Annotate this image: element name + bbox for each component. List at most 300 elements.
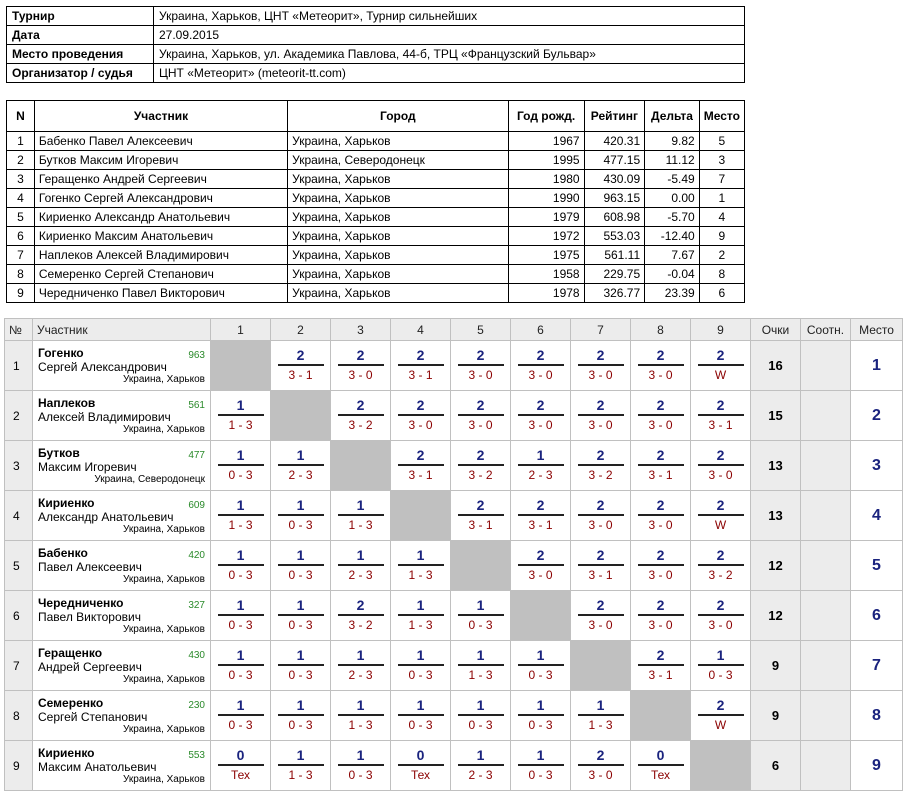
match-points: 1	[218, 448, 264, 466]
match-cell	[571, 741, 631, 791]
match-points: 2	[638, 348, 684, 366]
player-city: Украина, Харьков	[123, 774, 205, 785]
match-score: 1 - 3	[288, 768, 313, 782]
participant-place: 9	[699, 227, 744, 246]
match-score: 0 - 3	[468, 718, 493, 732]
match-cell	[331, 491, 391, 541]
match-score: 3 - 0	[528, 568, 553, 582]
player-surname: Геращенко	[38, 646, 103, 660]
participant-name: Кириенко Александр Анатольевич	[34, 208, 287, 227]
match-score: 3 - 0	[588, 768, 613, 782]
cross-player-cell	[33, 391, 211, 441]
final-place: 7	[851, 641, 903, 691]
diagonal-cell	[511, 591, 571, 641]
match-score: 3 - 0	[528, 418, 553, 432]
match-score: 0 - 3	[228, 568, 253, 582]
participant-city: Украина, Харьков	[288, 284, 508, 303]
diagonal-cell	[451, 541, 511, 591]
match-points: 1	[398, 648, 444, 666]
match-cell	[511, 491, 571, 541]
match-score: 3 - 1	[648, 468, 673, 482]
match-cell	[211, 491, 271, 541]
diagonal-cell	[631, 691, 691, 741]
participant-name: Гогенко Сергей Александрович	[34, 189, 287, 208]
match-score: W	[714, 718, 727, 732]
match-cell	[511, 541, 571, 591]
match-cell	[511, 641, 571, 691]
match-cell	[391, 741, 451, 791]
player-name: Андрей Сергеевич	[38, 660, 142, 674]
final-place: 4	[851, 491, 903, 541]
match-score: 0 - 3	[348, 768, 373, 782]
tournament-info-table	[6, 6, 745, 83]
match-score: 3 - 2	[708, 568, 733, 582]
participant-city: Украина, Северодонецк	[288, 151, 508, 170]
match-points: 2	[458, 498, 504, 516]
match-points: 2	[578, 498, 624, 516]
cross-row-num: 8	[5, 691, 33, 741]
match-score: 0 - 3	[288, 618, 313, 632]
match-points: 2	[278, 348, 324, 366]
match-cell	[631, 741, 691, 791]
participant-city: Украина, Харьков	[288, 246, 508, 265]
match-points: 1	[278, 598, 324, 616]
cross-row-num: 5	[5, 541, 33, 591]
final-place: 6	[851, 591, 903, 641]
player-rating: 477	[188, 450, 205, 461]
match-cell	[331, 741, 391, 791]
cross-player-cell	[33, 541, 211, 591]
match-points: 2	[638, 548, 684, 566]
info-label: Организатор / судья	[7, 64, 154, 83]
cross-header-num: №	[5, 319, 33, 341]
total-points: 12	[751, 541, 801, 591]
info-row	[7, 7, 745, 26]
match-score: W	[714, 518, 727, 532]
player-city: Украина, Харьков	[123, 724, 205, 735]
match-points: 2	[398, 348, 444, 366]
match-points: 1	[218, 698, 264, 716]
match-score: 3 - 2	[348, 418, 373, 432]
info-value: Украина, Харьков, ул. Академика Павлова, 44-б, ТРЦ «Французский Бульвар»	[154, 45, 745, 64]
cross-header-col-4: 4	[391, 319, 451, 341]
cross-row-num: 2	[5, 391, 33, 441]
match-points: 2	[578, 448, 624, 466]
match-cell	[631, 391, 691, 441]
participant-city: Украина, Харьков	[288, 227, 508, 246]
participant-row	[7, 284, 745, 303]
diagonal-cell	[331, 441, 391, 491]
participant-place: 1	[699, 189, 744, 208]
match-score: 1 - 3	[588, 718, 613, 732]
participant-name: Семеренко Сергей Степанович	[34, 265, 287, 284]
cross-row	[5, 441, 903, 491]
match-score: 3 - 0	[648, 618, 673, 632]
match-cell	[271, 691, 331, 741]
info-row	[7, 45, 745, 64]
player-name: Максим Анатольевич	[38, 760, 157, 774]
info-label: Место проведения	[7, 45, 154, 64]
match-points: 2	[338, 398, 384, 416]
participant-row	[7, 189, 745, 208]
match-score: 3 - 0	[528, 368, 553, 382]
match-score: 0 - 3	[528, 718, 553, 732]
participant-year: 1972	[508, 227, 584, 246]
cross-row	[5, 591, 903, 641]
cross-row-num: 7	[5, 641, 33, 691]
match-cell	[331, 591, 391, 641]
participant-name: Бабенко Павел Алексеевич	[34, 132, 287, 151]
match-score: 3 - 1	[468, 518, 493, 532]
match-score: 0 - 3	[708, 668, 733, 682]
match-cell	[571, 691, 631, 741]
match-score: 1 - 3	[468, 668, 493, 682]
diagonal-cell	[391, 491, 451, 541]
player-name: Александр Анатольевич	[38, 510, 174, 524]
player-surname: Кириенко	[38, 746, 95, 760]
player-rating: 609	[188, 500, 205, 511]
player-rating: 420	[188, 550, 205, 561]
ratio-cell	[801, 541, 851, 591]
match-cell	[511, 741, 571, 791]
match-score: 2 - 3	[348, 568, 373, 582]
match-cell	[451, 591, 511, 641]
match-points: 0	[638, 748, 684, 766]
ratio-cell	[801, 441, 851, 491]
match-points: 2	[638, 648, 684, 666]
participant-place: 7	[699, 170, 744, 189]
player-city: Украина, Харьков	[123, 624, 205, 635]
cross-row	[5, 641, 903, 691]
match-cell	[631, 491, 691, 541]
player-rating: 963	[188, 350, 205, 361]
participant-name: Чередниченко Павел Викторович	[34, 284, 287, 303]
participant-rating: 430.09	[584, 170, 645, 189]
cross-header-col-6: 6	[511, 319, 571, 341]
match-points: 2	[698, 448, 744, 466]
match-score: 3 - 0	[588, 418, 613, 432]
cross-header-col-8: 8	[631, 319, 691, 341]
participant-delta: -5.49	[645, 170, 700, 189]
match-score: 3 - 0	[648, 368, 673, 382]
match-cell	[571, 441, 631, 491]
ratio-cell	[801, 691, 851, 741]
final-place: 8	[851, 691, 903, 741]
match-points: 1	[698, 648, 744, 666]
info-label: Дата	[7, 26, 154, 45]
participant-city: Украина, Харьков	[288, 170, 508, 189]
cross-player-cell	[33, 341, 211, 391]
match-points: 1	[278, 448, 324, 466]
match-points: 2	[698, 548, 744, 566]
player-city: Украина, Харьков	[123, 374, 205, 385]
match-cell	[391, 391, 451, 441]
match-points: 1	[458, 648, 504, 666]
match-cell	[331, 691, 391, 741]
participant-place: 4	[699, 208, 744, 227]
match-score: 3 - 1	[648, 668, 673, 682]
match-score: 0 - 3	[408, 718, 433, 732]
match-score: 3 - 0	[408, 418, 433, 432]
match-cell	[691, 341, 751, 391]
cross-row	[5, 691, 903, 741]
participant-name: Наплеков Алексей Владимирович	[34, 246, 287, 265]
match-points: 1	[518, 748, 564, 766]
match-points: 2	[518, 498, 564, 516]
match-points: 1	[338, 548, 384, 566]
match-score: 0 - 3	[288, 568, 313, 582]
match-cell	[451, 741, 511, 791]
match-cell	[391, 341, 451, 391]
player-surname: Чередниченко	[38, 596, 124, 610]
match-points: 1	[338, 648, 384, 666]
cross-header-col-5: 5	[451, 319, 511, 341]
final-place: 2	[851, 391, 903, 441]
participant-year: 1958	[508, 265, 584, 284]
final-place: 1	[851, 341, 903, 391]
match-points: 2	[578, 748, 624, 766]
match-points: 0	[398, 748, 444, 766]
player-rating: 327	[188, 600, 205, 611]
participant-delta: -0.04	[645, 265, 700, 284]
cross-player-cell	[33, 591, 211, 641]
cross-player-cell	[33, 441, 211, 491]
info-label: Турнир	[7, 7, 154, 26]
info-row	[7, 26, 745, 45]
match-cell	[691, 491, 751, 541]
match-score: 2 - 3	[528, 468, 553, 482]
participants-header-row	[7, 101, 745, 132]
participant-city: Украина, Харьков	[288, 132, 508, 151]
match-cell	[331, 341, 391, 391]
info-value: 27.09.2015	[154, 26, 745, 45]
info-value: ЦНТ «Метеорит» (meteorit-tt.com)	[154, 64, 745, 83]
col-header-rating: Рейтинг	[584, 101, 645, 132]
player-city: Украина, Северодонецк	[94, 474, 205, 485]
info-value: Украина, Харьков, ЦНТ «Метеорит», Турнир сильнейших	[154, 7, 745, 26]
match-cell	[571, 341, 631, 391]
match-score: 3 - 0	[468, 368, 493, 382]
match-points: 1	[218, 598, 264, 616]
cross-row	[5, 491, 903, 541]
cross-row-num: 3	[5, 441, 33, 491]
ratio-cell	[801, 641, 851, 691]
match-score: 0 - 3	[288, 518, 313, 532]
match-points: 2	[458, 348, 504, 366]
match-points: 1	[518, 648, 564, 666]
participant-rating: 229.75	[584, 265, 645, 284]
participant-n: 2	[7, 151, 35, 170]
match-score: 2 - 3	[288, 468, 313, 482]
match-score: 0 - 3	[228, 718, 253, 732]
col-header-n: N	[7, 101, 35, 132]
match-points: 2	[338, 348, 384, 366]
match-score: 3 - 1	[588, 568, 613, 582]
match-cell	[451, 691, 511, 741]
match-score: 1 - 3	[348, 518, 373, 532]
participant-rating: 477.15	[584, 151, 645, 170]
match-points: 2	[698, 698, 744, 716]
participant-rating: 420.31	[584, 132, 645, 151]
col-header-year: Год рожд.	[508, 101, 584, 132]
match-cell	[211, 641, 271, 691]
participant-delta: 11.12	[645, 151, 700, 170]
match-score: 2 - 3	[468, 768, 493, 782]
match-cell	[391, 641, 451, 691]
match-points: 2	[518, 548, 564, 566]
match-points: 2	[698, 498, 744, 516]
player-surname: Кириенко	[38, 496, 95, 510]
cross-header-points: Очки	[751, 319, 801, 341]
match-points: 1	[218, 398, 264, 416]
match-points: 2	[578, 348, 624, 366]
participant-place: 3	[699, 151, 744, 170]
match-score: 0 - 3	[468, 618, 493, 632]
cross-header-ratio: Соотн.	[801, 319, 851, 341]
match-points: 1	[398, 548, 444, 566]
match-score: 1 - 3	[228, 518, 253, 532]
participant-n: 5	[7, 208, 35, 227]
match-cell	[271, 741, 331, 791]
match-points: 2	[458, 398, 504, 416]
match-cell	[451, 641, 511, 691]
cross-row	[5, 741, 903, 791]
cross-header-col-2: 2	[271, 319, 331, 341]
match-cell	[451, 491, 511, 541]
player-surname: Гогенко	[38, 346, 84, 360]
participant-n: 8	[7, 265, 35, 284]
match-points: 2	[698, 598, 744, 616]
cross-row-num: 4	[5, 491, 33, 541]
match-score: 0 - 3	[228, 618, 253, 632]
diagonal-cell	[691, 741, 751, 791]
match-cell	[691, 391, 751, 441]
match-points: 2	[638, 598, 684, 616]
match-points: 1	[218, 648, 264, 666]
col-header-participant: Участник	[34, 101, 287, 132]
match-cell	[451, 341, 511, 391]
participant-row	[7, 132, 745, 151]
match-points: 2	[638, 448, 684, 466]
cross-row-num: 9	[5, 741, 33, 791]
player-rating: 561	[188, 400, 205, 411]
match-cell	[631, 541, 691, 591]
player-surname: Семеренко	[38, 696, 104, 710]
match-score: 2 - 3	[348, 668, 373, 682]
match-score: Тех	[650, 768, 671, 782]
col-header-delta: Дельта	[645, 101, 700, 132]
participants-table	[6, 100, 745, 303]
match-cell	[691, 441, 751, 491]
match-score: 3 - 0	[588, 618, 613, 632]
match-cell	[211, 591, 271, 641]
participant-delta: -12.40	[645, 227, 700, 246]
total-points: 9	[751, 641, 801, 691]
match-points: 1	[518, 448, 564, 466]
participant-delta: 7.67	[645, 246, 700, 265]
match-cell	[511, 691, 571, 741]
match-cell	[331, 641, 391, 691]
match-cell	[571, 491, 631, 541]
participant-row	[7, 170, 745, 189]
match-score: 3 - 0	[708, 618, 733, 632]
participant-place: 5	[699, 132, 744, 151]
match-points: 1	[338, 698, 384, 716]
match-score: 1 - 3	[408, 568, 433, 582]
match-cell	[211, 541, 271, 591]
player-city: Украина, Харьков	[123, 574, 205, 585]
cross-row-num: 6	[5, 591, 33, 641]
cross-header-col-3: 3	[331, 319, 391, 341]
participant-rating: 326.77	[584, 284, 645, 303]
player-surname: Бутков	[38, 446, 80, 460]
match-cell	[271, 541, 331, 591]
match-cell	[211, 441, 271, 491]
player-name: Павел Алексеевич	[38, 560, 142, 574]
match-points: 2	[638, 398, 684, 416]
match-score: 0 - 3	[528, 768, 553, 782]
match-score: 3 - 2	[588, 468, 613, 482]
match-score: 0 - 3	[228, 468, 253, 482]
match-score: 3 - 0	[648, 568, 673, 582]
match-cell	[691, 591, 751, 641]
cross-table	[4, 318, 903, 791]
participant-rating: 963.15	[584, 189, 645, 208]
participant-rating: 608.98	[584, 208, 645, 227]
player-name: Павел Викторович	[38, 610, 141, 624]
total-points: 16	[751, 341, 801, 391]
participant-year: 1990	[508, 189, 584, 208]
match-cell	[631, 591, 691, 641]
participant-year: 1980	[508, 170, 584, 189]
cross-header-player: Участник	[33, 319, 211, 341]
cross-row-num: 1	[5, 341, 33, 391]
match-cell	[691, 641, 751, 691]
participant-place: 8	[699, 265, 744, 284]
match-points: 0	[218, 748, 264, 766]
match-points: 2	[698, 398, 744, 416]
match-score: 3 - 2	[468, 468, 493, 482]
col-header-city: Город	[288, 101, 508, 132]
match-points: 1	[338, 748, 384, 766]
cross-header-col-1: 1	[211, 319, 271, 341]
player-name: Алексей Владимирович	[38, 410, 171, 424]
match-cell	[691, 691, 751, 741]
ratio-cell	[801, 741, 851, 791]
match-score: 0 - 3	[228, 668, 253, 682]
match-score: 3 - 0	[708, 468, 733, 482]
match-cell	[571, 391, 631, 441]
player-name: Максим Игоревич	[38, 460, 137, 474]
match-cell	[391, 541, 451, 591]
match-points: 2	[578, 398, 624, 416]
match-score: 3 - 0	[648, 518, 673, 532]
match-points: 2	[518, 348, 564, 366]
match-points: 1	[278, 698, 324, 716]
match-score: 1 - 3	[348, 718, 373, 732]
player-rating: 230	[188, 700, 205, 711]
participant-n: 7	[7, 246, 35, 265]
match-cell	[451, 441, 511, 491]
participant-city: Украина, Харьков	[288, 208, 508, 227]
match-score: 3 - 0	[588, 518, 613, 532]
match-points: 1	[458, 598, 504, 616]
final-place: 5	[851, 541, 903, 591]
match-points: 2	[578, 548, 624, 566]
match-points: 2	[338, 598, 384, 616]
match-cell	[391, 441, 451, 491]
match-cell	[271, 491, 331, 541]
